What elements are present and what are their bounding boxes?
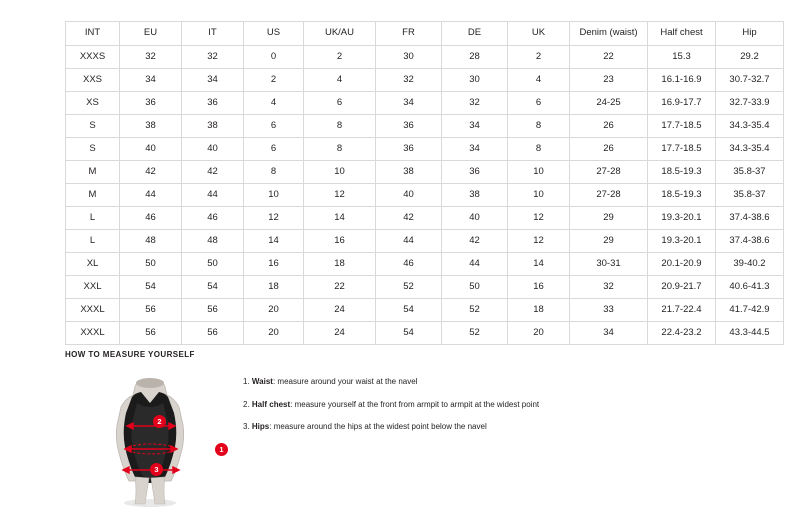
step-2-text: : measure yourself at the front from armpit to armpit at the widest point [290, 399, 540, 409]
column-header-hip: Hip [716, 22, 784, 46]
cell-denim-waist: 23 [570, 69, 648, 92]
step-2-number: 2. [243, 399, 250, 409]
cell-int: XXXL [66, 299, 120, 322]
cell-half-chest: 18.5-19.3 [648, 161, 716, 184]
cell-half-chest: 16.1-16.9 [648, 69, 716, 92]
cell-it: 46 [182, 207, 244, 230]
table-row [66, 46, 784, 69]
cell-us: 6 [244, 115, 304, 138]
cell-half-chest: 15.3 [648, 46, 716, 69]
cell-uk: 14 [508, 253, 570, 276]
cell-uk-au: 14 [304, 207, 376, 230]
cell-hip: 39-40.2 [716, 253, 784, 276]
cell-de: 28 [442, 46, 508, 69]
cell-denim-waist: 33 [570, 299, 648, 322]
cell-int: XXXS [66, 46, 120, 69]
cell-uk-au: 16 [304, 230, 376, 253]
badge-3-hips: 3 [150, 463, 163, 476]
cell-half-chest: 20.9-21.7 [648, 276, 716, 299]
cell-de: 30 [442, 69, 508, 92]
column-header-eu: EU [120, 22, 182, 46]
cell-uk: 18 [508, 299, 570, 322]
cell-it: 40 [182, 138, 244, 161]
cell-uk-au: 8 [304, 138, 376, 161]
how-to-measure-title: HOW TO MEASURE YOURSELF [65, 350, 195, 359]
cell-uk-au: 24 [304, 322, 376, 345]
cell-denim-waist: 29 [570, 230, 648, 253]
table-row [66, 92, 784, 115]
cell-de: 38 [442, 184, 508, 207]
cell-uk: 20 [508, 322, 570, 345]
cell-uk-au: 6 [304, 92, 376, 115]
table-header [66, 22, 784, 46]
cell-us: 14 [244, 230, 304, 253]
cell-half-chest: 21.7-22.4 [648, 299, 716, 322]
cell-int: XL [66, 253, 120, 276]
cell-it: 42 [182, 161, 244, 184]
cell-it: 36 [182, 92, 244, 115]
step-3-number: 3. [243, 422, 250, 432]
cell-fr: 54 [376, 322, 442, 345]
cell-uk-au: 10 [304, 161, 376, 184]
cell-denim-waist: 29 [570, 207, 648, 230]
cell-eu: 34 [120, 69, 182, 92]
table-row [66, 299, 784, 322]
cell-uk: 12 [508, 207, 570, 230]
cell-it: 50 [182, 253, 244, 276]
how-to-measure-body [65, 367, 745, 512]
cell-us: 4 [244, 92, 304, 115]
table-row [66, 115, 784, 138]
step-2-term: Half chest [251, 399, 291, 409]
step-1-text: : measure around your waist at the navel [272, 377, 418, 386]
measure-step-1 [243, 377, 713, 387]
cell-fr: 54 [376, 299, 442, 322]
cell-int: M [66, 161, 120, 184]
cell-half-chest: 17.7-18.5 [648, 115, 716, 138]
cell-it: 44 [182, 184, 244, 207]
cell-hip: 34.3-35.4 [716, 138, 784, 161]
cell-it: 34 [182, 69, 244, 92]
cell-eu: 50 [120, 253, 182, 276]
cell-eu: 44 [120, 184, 182, 207]
cell-half-chest: 20.1-20.9 [648, 253, 716, 276]
cell-de: 52 [442, 299, 508, 322]
cell-hip: 35.8-37 [716, 161, 784, 184]
badge-2-half-chest: 2 [153, 415, 166, 428]
cell-denim-waist: 27-28 [570, 161, 648, 184]
cell-eu: 48 [120, 230, 182, 253]
column-header-it: IT [182, 22, 244, 46]
cell-de: 36 [442, 161, 508, 184]
cell-denim-waist: 22 [570, 46, 648, 69]
cell-eu: 54 [120, 276, 182, 299]
cell-int: XS [66, 92, 120, 115]
badge-1-waist: 1 [215, 443, 228, 456]
cell-it: 56 [182, 299, 244, 322]
cell-int: XXL [66, 276, 120, 299]
cell-half-chest: 19.3-20.1 [648, 230, 716, 253]
cell-denim-waist: 26 [570, 138, 648, 161]
cell-denim-waist: 30-31 [570, 253, 648, 276]
cell-hip: 40.6-41.3 [716, 276, 784, 299]
table-row [66, 276, 784, 299]
column-header-fr: FR [376, 22, 442, 46]
cell-uk-au: 12 [304, 184, 376, 207]
cell-us: 2 [244, 69, 304, 92]
cell-eu: 46 [120, 207, 182, 230]
cell-us: 0 [244, 46, 304, 69]
cell-uk: 10 [508, 184, 570, 207]
cell-us: 20 [244, 322, 304, 345]
cell-fr: 34 [376, 92, 442, 115]
table-row [66, 322, 784, 345]
how-to-measure-section [65, 350, 745, 512]
cell-uk-au: 18 [304, 253, 376, 276]
cell-hip: 37.4-38.6 [716, 230, 784, 253]
cell-us: 8 [244, 161, 304, 184]
cell-it: 48 [182, 230, 244, 253]
cell-denim-waist: 32 [570, 276, 648, 299]
cell-de: 52 [442, 322, 508, 345]
cell-fr: 52 [376, 276, 442, 299]
cell-uk: 8 [508, 138, 570, 161]
cell-uk-au: 2 [304, 46, 376, 69]
cell-eu: 42 [120, 161, 182, 184]
cell-eu: 56 [120, 322, 182, 345]
cell-half-chest: 19.3-20.1 [648, 207, 716, 230]
cell-de: 34 [442, 115, 508, 138]
column-header-half-chest: Half chest [648, 22, 716, 46]
measure-step-3 [243, 422, 713, 432]
cell-int: L [66, 230, 120, 253]
cell-eu: 36 [120, 92, 182, 115]
mannequin-svg [75, 373, 225, 508]
cell-half-chest: 18.5-19.3 [648, 184, 716, 207]
cell-hip: 30.7-32.7 [716, 69, 784, 92]
table-row [66, 230, 784, 253]
cell-int: S [66, 138, 120, 161]
cell-it: 54 [182, 276, 244, 299]
cell-uk: 10 [508, 161, 570, 184]
cell-fr: 36 [376, 115, 442, 138]
cell-int: XXS [66, 69, 120, 92]
cell-us: 10 [244, 184, 304, 207]
cell-uk: 12 [508, 230, 570, 253]
cell-uk-au: 8 [304, 115, 376, 138]
cell-denim-waist: 24-25 [570, 92, 648, 115]
cell-hip: 32.7-33.9 [716, 92, 784, 115]
cell-fr: 32 [376, 69, 442, 92]
cell-fr: 38 [376, 161, 442, 184]
cell-it: 32 [182, 46, 244, 69]
table-body [66, 46, 784, 345]
table-row [66, 161, 784, 184]
cell-int: XXXL [66, 322, 120, 345]
cell-eu: 40 [120, 138, 182, 161]
cell-de: 40 [442, 207, 508, 230]
cell-fr: 46 [376, 253, 442, 276]
cell-hip: 43.3-44.5 [716, 322, 784, 345]
cell-us: 18 [244, 276, 304, 299]
table-row [66, 69, 784, 92]
cell-de: 32 [442, 92, 508, 115]
table-row [66, 138, 784, 161]
cell-uk-au: 24 [304, 299, 376, 322]
cell-hip: 41.7-42.9 [716, 299, 784, 322]
cell-uk-au: 22 [304, 276, 376, 299]
cell-us: 12 [244, 207, 304, 230]
measure-steps-list [243, 377, 713, 445]
cell-int: S [66, 115, 120, 138]
cell-hip: 34.3-35.4 [716, 115, 784, 138]
cell-denim-waist: 34 [570, 322, 648, 345]
cell-fr: 30 [376, 46, 442, 69]
column-header-denim-waist: Denim (waist) [570, 22, 648, 46]
size-conversion-table [65, 21, 784, 345]
step-3-term: Hips [251, 422, 270, 432]
column-header-uk: UK [508, 22, 570, 46]
column-header-us: US [244, 22, 304, 46]
cell-int: M [66, 184, 120, 207]
cell-half-chest: 22.4-23.2 [648, 322, 716, 345]
cell-hip: 37.4-38.6 [716, 207, 784, 230]
cell-it: 56 [182, 322, 244, 345]
mannequin-illustration [75, 373, 225, 508]
cell-fr: 36 [376, 138, 442, 161]
cell-half-chest: 17.7-18.5 [648, 138, 716, 161]
cell-us: 20 [244, 299, 304, 322]
cell-denim-waist: 27-28 [570, 184, 648, 207]
cell-de: 50 [442, 276, 508, 299]
cell-us: 6 [244, 138, 304, 161]
cell-fr: 40 [376, 184, 442, 207]
table-row [66, 207, 784, 230]
cell-us: 16 [244, 253, 304, 276]
table-row [66, 184, 784, 207]
cell-uk-au: 4 [304, 69, 376, 92]
cell-it: 38 [182, 115, 244, 138]
table-row [66, 253, 784, 276]
cell-hip: 29.2 [716, 46, 784, 69]
size-table-container [65, 21, 770, 345]
cell-eu: 32 [120, 46, 182, 69]
step-3-text: : measure around the hips at the widest point below the navel [269, 422, 487, 432]
cell-de: 42 [442, 230, 508, 253]
cell-half-chest: 16.9-17.7 [648, 92, 716, 115]
cell-fr: 42 [376, 207, 442, 230]
column-header-de: DE [442, 22, 508, 46]
cell-fr: 44 [376, 230, 442, 253]
cell-eu: 38 [120, 115, 182, 138]
cell-eu: 56 [120, 299, 182, 322]
column-header-int: INT [66, 22, 120, 46]
cell-de: 44 [442, 253, 508, 276]
measure-step-2 [243, 400, 713, 410]
cell-de: 34 [442, 138, 508, 161]
cell-denim-waist: 26 [570, 115, 648, 138]
step-1-number: 1. [243, 377, 250, 386]
cell-uk: 8 [508, 115, 570, 138]
cell-hip: 35.8-37 [716, 184, 784, 207]
column-header-uk-au: UK/AU [304, 22, 376, 46]
cell-uk: 4 [508, 69, 570, 92]
cell-uk: 2 [508, 46, 570, 69]
table-header-row [66, 22, 784, 46]
cell-uk: 6 [508, 92, 570, 115]
cell-uk: 16 [508, 276, 570, 299]
cell-int: L [66, 207, 120, 230]
step-1-term: Waist [251, 377, 273, 386]
